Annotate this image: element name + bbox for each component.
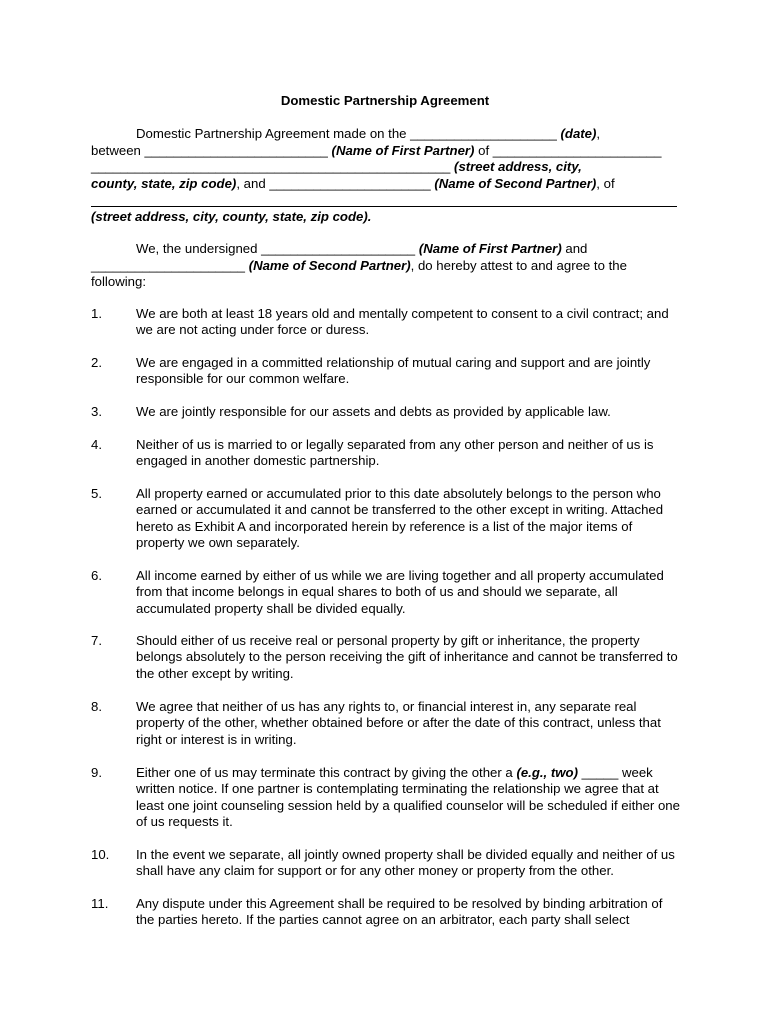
address-blank-line [91, 206, 677, 207]
intro-line-1 [136, 126, 600, 142]
clause-number: 6. [91, 568, 102, 583]
clause-number: 10. [91, 847, 110, 862]
second-partner-label: (Name of Second Partner) [248, 258, 411, 273]
clause-number: 11. [91, 896, 109, 911]
clause-number: 1. [91, 306, 102, 321]
intro-line-2 [91, 143, 661, 159]
intro-line-4 [91, 176, 615, 192]
clause-text-part: Either one of us may terminate this contract by giving the other a [136, 765, 517, 780]
clause-text: We are jointly responsible for our assets and debts as provided by applicable law. [136, 404, 611, 419]
clause-number: 3. [91, 404, 102, 419]
clause-text: All property earned or accumulated prior to this date absolutely belongs to the person who earned or accumulated it and cannot be transferred to the other except in writing. Attached hereto as Exhibit A and incorporated herein by reference is a list of the major items of property we own separately. [136, 486, 664, 551]
attest-line-2 [91, 258, 627, 274]
first-partner-label: (Name of First Partner) [418, 241, 562, 256]
address-label: county, state, zip code) [91, 176, 237, 191]
clause-number: 8. [91, 699, 102, 714]
clause-text: Should either of us receive real or personal property by gift or inheritance, the property belongs absolutely to the person receiving the gift of inheritance and cannot be transferred to the other except by writing. [136, 633, 678, 681]
attest-text: , do hereby attest to and agree to the [410, 258, 627, 273]
clause-text: We are both at least 18 years old and mentally competent to consent to a civil contract; and we are not acting under force or duress. [136, 306, 669, 338]
intro-text: of _______________________ [474, 143, 662, 158]
attest-text: _____________________ [91, 258, 249, 273]
second-partner-label: (Name of Second Partner) [434, 176, 597, 191]
intro-text: , [596, 126, 601, 141]
address-label: (street address, city, [454, 159, 582, 174]
intro-text: , of [596, 176, 615, 191]
intro-text: Domestic Partnership Agreement made on the ____________________ [136, 126, 561, 141]
document-title: Domestic Partnership Agreement [280, 93, 490, 108]
attest-text: and [561, 241, 588, 256]
clause-text [136, 765, 681, 831]
date-label: (date) [560, 126, 597, 141]
intro-line-5: (street address, city, county, state, zip code). [91, 209, 372, 224]
first-partner-label: (Name of First Partner) [331, 143, 475, 158]
clause-text: All income earned by either of us while we are living together and all property accumulated from that income belongs in equal shares to both of us and should we separate, all accumulated property shall be divided equally. [136, 568, 664, 616]
intro-line-3 [91, 159, 582, 175]
attest-line-1 [136, 241, 587, 257]
clause-number: 9. [91, 765, 102, 780]
clause-text: We agree that neither of us has any rights to, or financial interest in, any separate real property of the other, whether obtained before or after the date of this contract, unless that right or interest is in writing. [136, 699, 661, 747]
intro-text: between _________________________ [91, 143, 332, 158]
clause-number: 7. [91, 633, 102, 648]
clause-number: 5. [91, 486, 102, 501]
intro-text: _________________________________________________ [91, 159, 455, 174]
clause-number: 4. [91, 437, 102, 452]
clause-text: Neither of us is married to or legally separated from any other person and neither of us is engaged in another domestic partnership. [136, 437, 654, 469]
clause-number: 2. [91, 355, 102, 370]
intro-text: , and ______________________ [236, 176, 435, 191]
example-label: (e.g., two) [516, 765, 578, 780]
attest-text: We, the undersigned _____________________ [136, 241, 419, 256]
clause-text: We are engaged in a committed relationship of mutual caring and support and are jointly responsible for our common welfare. [136, 355, 651, 387]
clause-text: Any dispute under this Agreement shall be required to be resolved by binding arbitration of the parties hereto. If the parties cannot agree on an arbitrator, each party shall select [136, 896, 663, 928]
clause-text: In the event we separate, all jointly owned property shall be divided equally and neither of us shall have any claim for support or for any other money or property from the other. [136, 847, 675, 879]
attest-line-3: following: [91, 274, 146, 289]
clause-text-part: _____ week written notice. If one partner is contemplating terminating the relationship we agree that at least one joint counseling session held by a qualified counselor will be scheduled if either one of us requests it. [136, 765, 680, 830]
